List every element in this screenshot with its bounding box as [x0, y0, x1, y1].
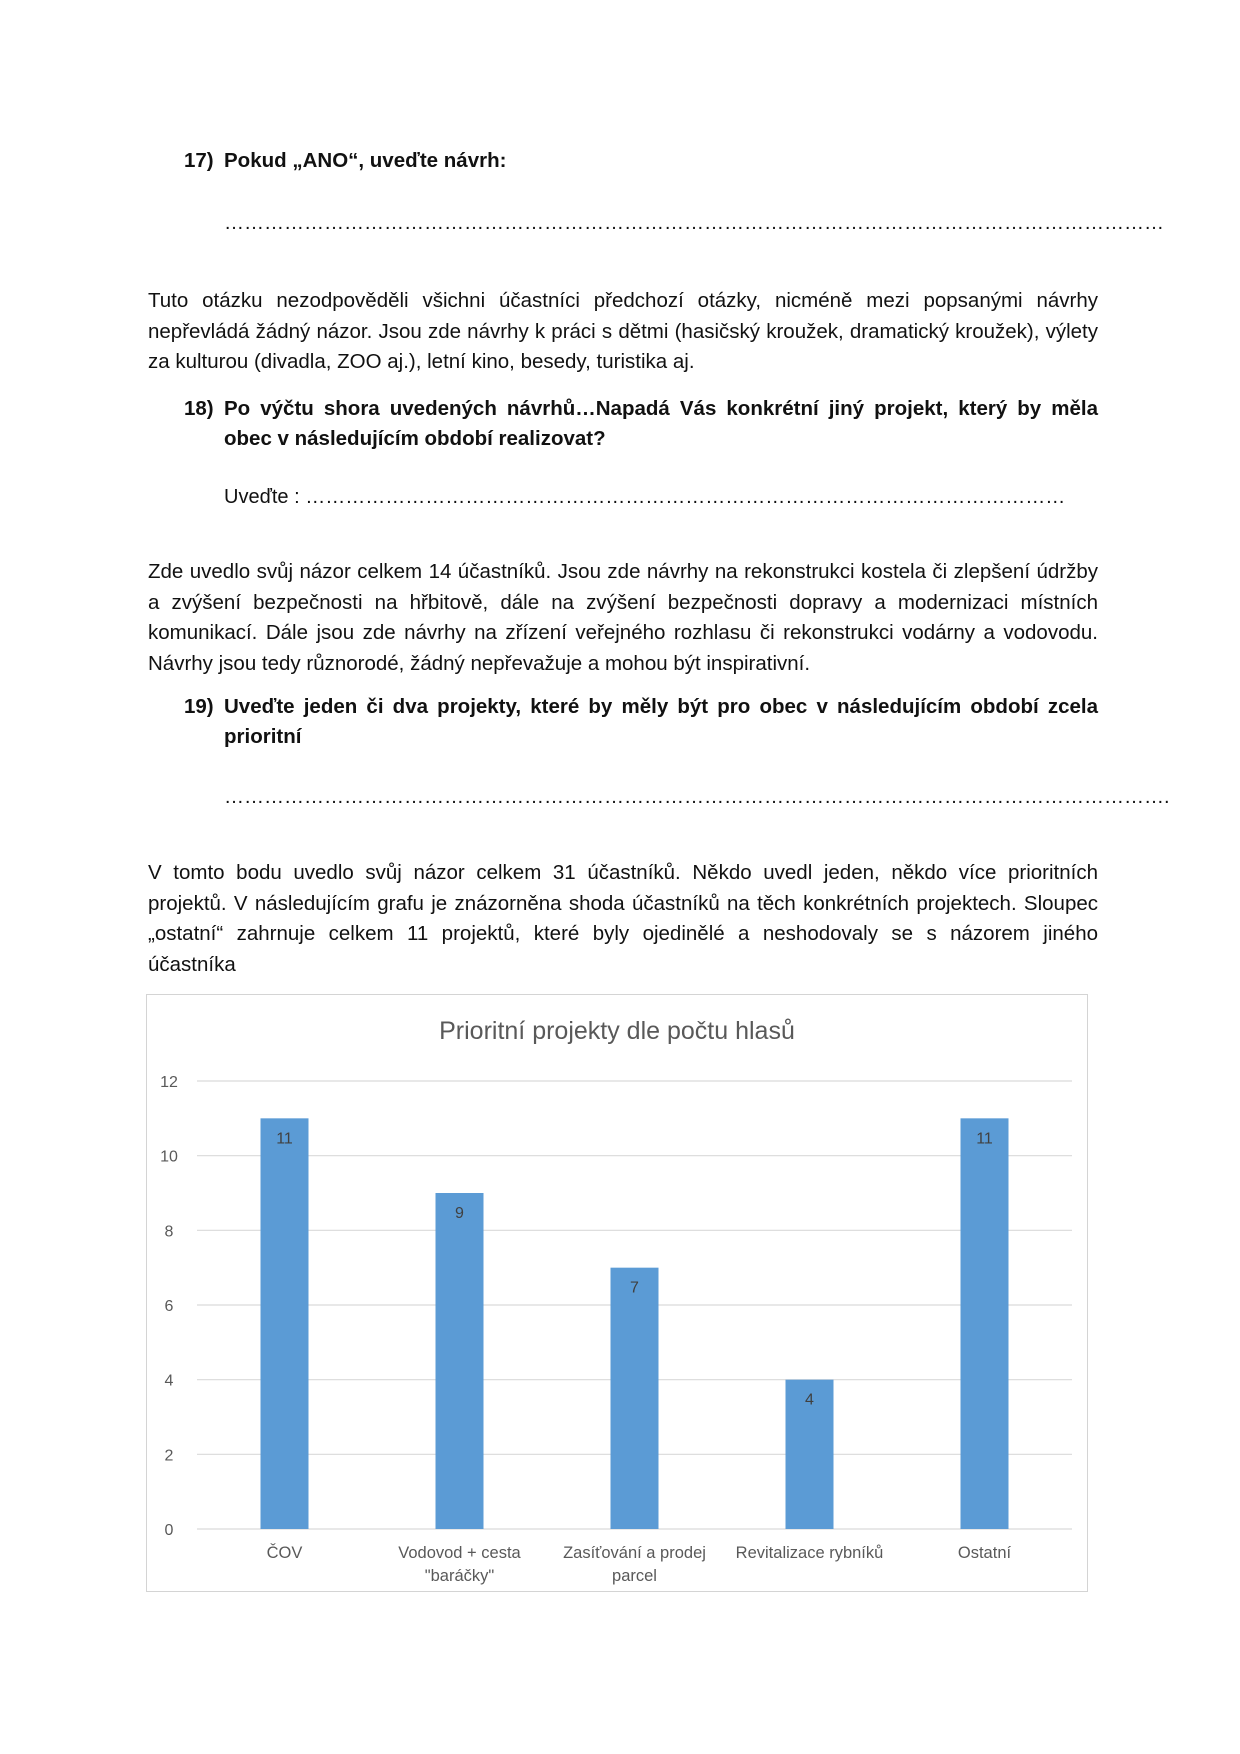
text-line: za kulturou (divadla, ZOO aj.), letní kino, besedy, turistika aj. — [148, 350, 695, 373]
answer-line-18: Uveďte : …………………………………………………………………………………………………… — [224, 486, 1066, 508]
text-line: komunikací. Dále jsou zde návrhy na zřízení veřejného rozhlasu či rekonstrukci vodárny a vodovodu. — [148, 621, 1098, 644]
text-line: nepřevládá žádný názor. Jsou zde návrhy k práci s dětmi (hasičský kroužek, dramatický kroužek), výlety — [148, 319, 1098, 343]
bar — [611, 1268, 659, 1529]
y-tick-label: 6 — [164, 1298, 174, 1315]
x-tick-label: Vodovod + cesta — [398, 1544, 521, 1562]
data-label: 9 — [455, 1205, 464, 1222]
x-tick-label: Revitalizace rybníků — [735, 1544, 884, 1562]
bar-chart — [146, 994, 1088, 1592]
y-tick-label: 0 — [164, 1522, 174, 1539]
answer-line-19: ……………………………………………………………………………………………………………………………. — [224, 786, 1170, 808]
question-number: 19) — [184, 695, 214, 718]
y-tick-label: 10 — [160, 1148, 178, 1166]
paragraph-3 — [148, 858, 1098, 980]
question-18 — [184, 394, 1098, 456]
x-tick-label: Ostatní — [957, 1544, 1012, 1562]
question-text: Po výčtu shora uvedených návrhů…Napadá Vás konkrétní jiný projekt, který by měla obec v následujícím období realizovat? — [224, 397, 1098, 450]
paragraph-2 — [148, 557, 1098, 679]
bar — [961, 1118, 1009, 1529]
text-line: V tomto bodu uvedlo svůj názor celkem 31 účastníků. Někdo uvedl jeden, někdo více prioritních — [148, 861, 1098, 884]
question-text: Uveďte jeden či dva projekty, které by měly být pro obec v následujícím období zcela prioritní — [224, 695, 1098, 748]
x-tick-label: Zasíťování a prodej — [563, 1544, 706, 1562]
bar — [436, 1193, 484, 1529]
text-line: účastníka — [148, 952, 236, 976]
data-label: 7 — [630, 1279, 639, 1297]
text-line: Zde uvedlo svůj názor celkem 14 účastníků. Jsou zde návrhy na rekonstrukci kostela či zlepšení údržby — [148, 560, 1098, 583]
text-line: a zvýšení bezpečnosti na hřbitově, dále na zvýšení bezpečnosti dopravy a modernizaci místních — [148, 590, 1098, 614]
text-line: Návrhy jsou tedy různorodé, žádný nepřevažuje a mohou být inspirativní. — [148, 651, 811, 675]
question-number: 18) — [184, 397, 214, 420]
data-label: 11 — [976, 1130, 993, 1148]
chart-canvas — [147, 995, 1087, 1591]
question-number: 17) — [184, 149, 214, 172]
text-line: „ostatní“ zahrnuje celkem 11 projektů, které byly ojedinělé a neshodovaly se s názorem jiného — [148, 922, 1098, 945]
x-tick-label: "baráčky" — [424, 1567, 495, 1585]
y-tick-label: 4 — [164, 1372, 174, 1390]
x-tick-label: ČOV — [266, 1544, 303, 1562]
question-17 — [184, 146, 1098, 176]
question-19 — [184, 692, 1098, 754]
bar — [261, 1118, 309, 1529]
chart-title: Prioritní projekty dle počtu hlasů — [439, 1017, 795, 1045]
data-label: 4 — [805, 1391, 814, 1409]
paragraph-1 — [148, 286, 1098, 378]
y-tick-label: 2 — [164, 1447, 174, 1465]
y-tick-label: 12 — [160, 1074, 178, 1091]
y-tick-label: 8 — [164, 1223, 174, 1241]
text-line: projektů. V následujícím grafu je znázorněna shoda účastníků na těch konkrétních projektech. Sloupec — [148, 891, 1098, 915]
answer-line-17: …………………………………………………………………………………………………………………………… — [224, 212, 1164, 234]
question-text: Pokud „ANO“, uveďte návrh: — [224, 149, 507, 172]
text-line: Tuto otázku nezodpověděli všichni účastníci předchozí otázky, nicméně mezi popsanými návrhy — [148, 289, 1098, 312]
data-label: 11 — [276, 1130, 293, 1148]
x-tick-label: parcel — [612, 1567, 657, 1585]
